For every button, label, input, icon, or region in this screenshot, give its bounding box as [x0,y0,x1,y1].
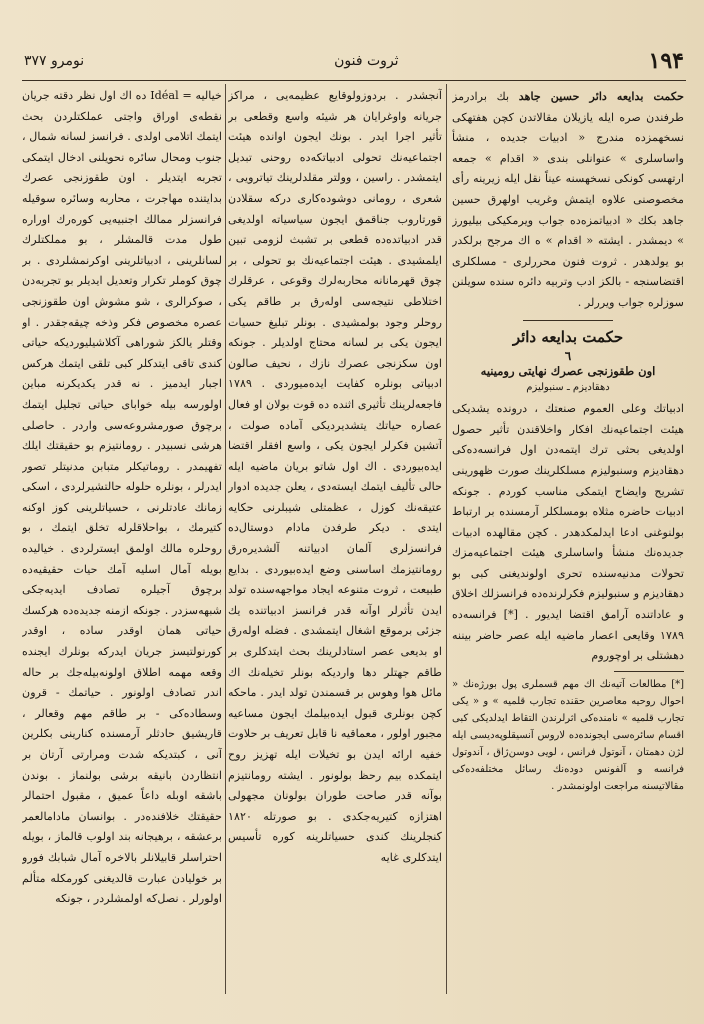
column-divider [446,84,447,994]
footnote: [*] مطالعات آتیه‌نك اك مهم قسملری پول بورژه‌نك « احوال روحیه معاصرین حقنده تجارب قلمیه » و « یکی تجارب قلمیه » نامنده‌کی اثرلرندن التقاط ایدلدیکی کبی اقسام سائره‌سی ایجونده‌ده لاروس آنسیقلوپه‌دیسی ایله لژن دهمتان ، آنوتول فرانس ، لویی دوسن‌ژاق ، آندوتول فرانسه و آلفونس دوده‌نك رسائل مختلفه‌ده‌کی مقالاتیسنه مراجعت اولونمشدر . [452,678,684,792]
article-body: خیالیه = Idéal ده اك اول نظر دقته جریان نقطه‌ی اوراق واجتی عملکتلردن بحث ایتمك اتلامی اولدی . فرانسز لسانه شمال ، جنوب ومحال سائره نحویلنی ادخال ایتمکی تجربه ایتدیلر . اون طقوزنجی عصرك بدایتنده مهاجرت ، محاربه وسائره سوقیله فرانسزلر ممالك اجنبیه‌یی کوره‌رك اوراره طول مدت قالمشلر ، بو مملکتلرك لسانلرینی ، ادبیاتلرینی اوکرنمشلردی . بر چوق کوملر تکرار وتعدیل ایدیلر بو تجربه‌دن ، صوکرالری ، شو مشوش اون طقوزنجی عصره مخصوص فکر وذخه چیقه‌جقدر . او وقتلر یالکز شوراهی آکلاشیلیوردیکه حیاتی کندی تاقی ایتدکلر کبی تلقی ایتمك هرکس اجبار ایدمیز . نه قدر یکدیکرنه مباین اولورسه بیله خوابای حیاتی تجلیل ایتمك برچوق صورمشروعه‌سی واردر . حاصلی هرشی نسبیدر . رومانتیزم بو حقیقتك ایلك تفهیمدر . روماتیکلر متبابن مدنیتلر تصور ایدرلر ، بونلره حلوله حالتشیرلردی ، اسکی زمانك عادتلرنی ، حسیاتلرینی کوز اوکنه کتیرمك ، بواحلاقلرله تخلق ایتمك ، بو روحلره مالك اولمق ایسترلردی . خیالیده بویله آمال اسلیه آمك حیات حقیقیه‌ده برچوق آجیلره تصادف ایدیه‌جکی شبهه‌سزدر . جونکه ازمنه جدیده‌ده هرکسك حیاتی همان اوقدر ساده ، اوقدر کورنولتیسز جریان ایدرکه بونلرك ایجنده وقعه مهمه اطلاق اولونه‌بیله‌جك بر حاله اندر تصادف اولونور . حیاتمك - قرون وسطاده‌کی - بر طاقم مهم وقعالر ، قاریشیق حادثلر آرمسنده کنارینی بکلرین آنی ، کبتدیکه شدت ومرارتی آرتان بر انتظاردن بانیقه برشی بولنماز . بوندن باشقه اوبله داعاً عمیق ، مقبول احتمالر حقیقتك خلافنده‌در . بوانسان مادامالعمر برعشقه ، برهیجانه بند اولوب قالماز ، بویله احتراسلر قابیلانلر بالاخره آمال شبابك فورو بر خولیادن عبارت قالدیغنی کورمکله متألم اولورلر . نصل‌که اولمشلردر ، جونکه [22,89,222,906]
page-number: ۱۹۴ [648,48,684,74]
journal-title: ثروت فنون [334,53,399,69]
section-number: ٦ [564,349,572,364]
left-column [22,86,222,990]
header-rule [22,80,686,81]
column-divider [225,84,226,994]
footnote-rule [614,671,684,672]
section-subtitle: اون طقوزنجی عصرك نهایتی رومینیه [480,364,656,379]
article-body: ادبیاتك وعلی العموم صنعتك ، درونده یشدیکی هیئت اجتماعیه‌نك افکار واخلاقندن تأثیر حصول اولدیغی بحثی ترك ایتمه‌دن اول فرانسه‌ده‌کی دهقادیزم وسنبولیزم مسلکلرینك صورت ظهورینی تشریح وایضاح ایتمکی مناسب کوردم . جونکه ادبیات حاضره مثلاه بومسلکلر آرمسنده بر ارتباط بولنوغنی ادعا ایدلمکدهدر . کچن مقالهده ادبیات جدیده‌نك منشأ واساسلری هیئت اجتماعیه‌مزك تحولات مدنیه‌سنده تحری اولوندیغنی کبی بو دهقادیزم و سنبولیزم فکرلرنده‌ده فرانسزلك اخلاق و عاداتنده آرامق اقتضا ایدیور . [*] فرانسه‌ده ۱۷۸۹ وقایعی اعصار ماضیه ایله عصر حاضر بیننه دهشتلی بر اوچوروم [452,402,684,663]
issue-number: نومرو ۳۷۷ [24,53,85,69]
section-divider [523,320,613,321]
section-title: حکمت بدایعه دائر [512,327,624,346]
page-header [24,46,684,76]
article-body: آنجشدر . بردوزولوقایع عظیمه‌یی ، مراکز جریانه واوغرایان هر شیئه واسع وقطعی بر تأثیر اجرا ایدر . بونك ایجون اوانده هیئت اجتماعیه‌نك تحولی ادبیاتکه‌ده روحنی تبدیل ایتمشدر . راسین ، وولتر مقلدلرینك تیاترویی ، شعری ، رومانی دوشوده‌کاری درکه سقلادن قورتاروب جناقمق ایجون سیاسیاته اولدیغی قدر ادبیاتده‌ده قطعی بر تشبث لزومی تبین ایلمشیدی . هیئت اجتماعیه‌نك بو تحولی ، بر چوق قهرمانانه محاربه‌لرك وقوعی ، عرقلرك اختلاطی نتیجه‌سی اوله‌رق بر طاقم یکی روحلر وجود بولمشیدی . بونلر تبلیغ حسیات ایجون یکی بر لسانه محتاج اولدیلر . جونکه اون سکزنجی عصرك نازك ، نحیف صالون ادبیاتی بونلره کفایت ایده‌میوردی . ۱۷۸۹ فاجعه‌لرینك تأثیری اثنده ده قوت بولان او فعال عصاره حیاتك یتشدیردیکی آماده صولت ، آتشین فکرلر ایجون یکی ، واسع افقلر اقتضا ایده‌بیوردی . اك اول شاتو بریان ماضیه ایله حالی تألیف ایتمك ایسته‌دی ، یعلن جدیده ادوار عتیقه‌نك کوزل ، عظمتلی شیبلرنی حکایه ایتدی . دیکر طرفدن مادام دوستال‌ده فرانسزلری آلمان ادبیاتنه آلشدیره‌رق رومانتیزمك اساسنی وضع ایده‌بیوردی . بدایع طبیعت ، ثروت متنوعه ایجاد مواجهه‌سنده تولد ایدن تأثرلر اوآنه قدر فرانسز ادبیاتنده یك جزئی برموقع اشغال ایتمشدی . فضله اوله‌رق او بدیعی عصر استادلرینك بحث ایتدکلری بر طاقم جهتلر دها واردیکه بونلر تخیله‌نك اك مائل هوا وهوس بر قسمندن تولد ایدر . ماحکه کچن بونلری قبول ایده‌بیلمك ایجون مساعیه مجبور اولور ، معماقیه نا قابل تعریف بر حلاوت خفیه ارائه ایدن بو تخیلات ایله تهزیز روح ایتمکده بیم رحظ بولونور . ایشته رومانتیزم بوآنه قدر صاحت طوران بولونان مجهولی اهتزازه کتیریه‌جکدی . بو صورتله ۱۸۲۰ کنجلرینك کندی حسیاتلرینه کوره تأسیس ایتدکلری غایه [228,89,442,864]
right-column [452,86,684,990]
middle-column [228,86,442,990]
section-subtitle-2: دهقادیزم ـ سنبولیزم [526,382,610,394]
article-heading [452,86,684,314]
heading-text: حکمت بدایعه دائر حسین جاهد [518,89,684,103]
intro-text: بك برادرمز طرفندن صره ایله یازیلان مقالاتدن کچن هفتهکی نسخهمزده مندرج « ادبیات جدیده ، منشأ واساسلری » عنوانلی بندی « اقدام » جمعه ارتهسی کونکی نسخهسنه عیناً نقل ایله زیرینه رأی مخصوصنی علاوه ایتمش وغریب اولهرق حسین جاهد بکك « ادبیاتمزه‌ده جواب ویرمکیکی بیلیورز » دیمشدر . ایشته « اقدام » ه اك مرجح برلکدر بو یولدهدر . ثروت فنون محررلری - مسلکلری اقتضاسنجه - بالکز ادب وتربیه دائره سنده سویلنن سوزلره جواب ویررلر . [452,90,684,309]
